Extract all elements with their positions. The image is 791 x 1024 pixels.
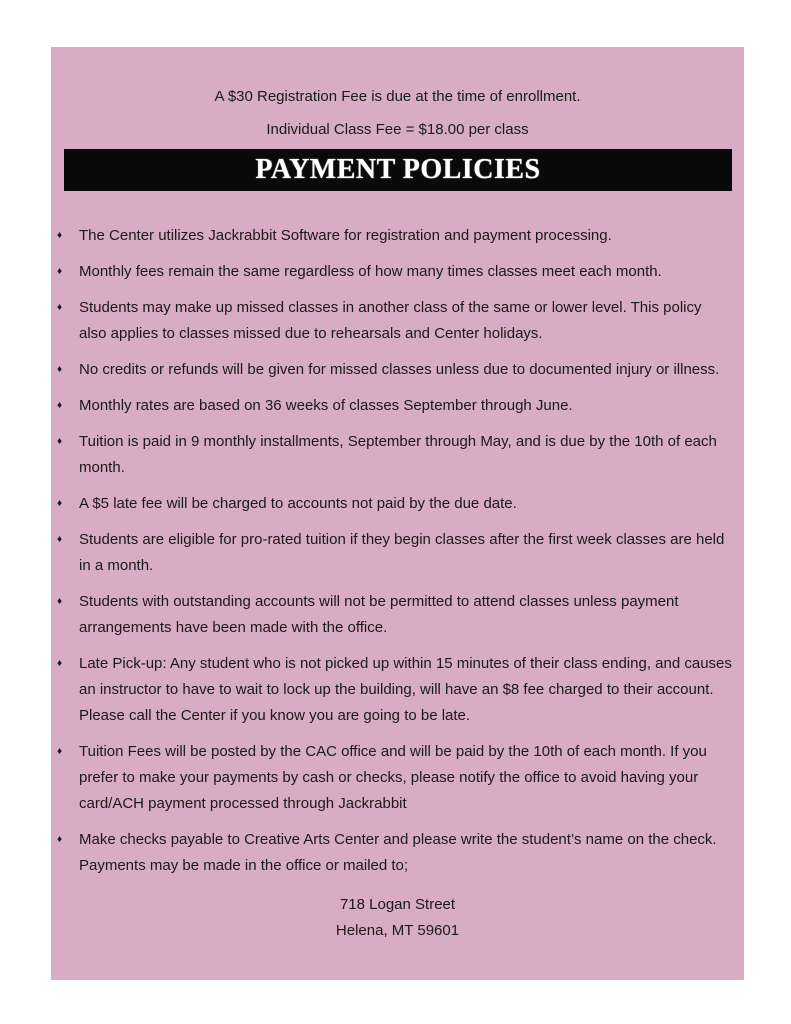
policy-text: No credits or refunds will be given for missed classes unless due to documented injury or illness. — [79, 361, 720, 378]
policy-text: Students are eligible for pro-rated tuition if they begin classes after the first week classes are held in a month. — [79, 531, 725, 574]
diamond-bullet-icon: ♦ — [57, 498, 63, 509]
policy-text: Tuition is paid in 9 monthly installments, September through May, and is due by the 10th of each month. — [79, 433, 717, 476]
diamond-bullet-icon: ♦ — [57, 534, 63, 545]
policy-panel — [51, 47, 744, 980]
list-item — [51, 527, 744, 579]
list-item — [51, 223, 744, 249]
policy-text: The Center utilizes Jackrabbit Software for registration and payment processing. — [79, 227, 612, 244]
list-item — [51, 259, 744, 285]
diamond-bullet-icon: ♦ — [57, 436, 63, 447]
list-item — [51, 827, 744, 879]
policy-text: Students with outstanding accounts will not be permitted to attend classes unless payment arrangements have been made with the office. — [79, 593, 679, 636]
policy-text: Monthly rates are based on 36 weeks of classes September through June. — [79, 397, 573, 414]
diamond-bullet-icon: ♦ — [57, 302, 63, 313]
diamond-bullet-icon: ♦ — [57, 230, 63, 241]
list-item — [51, 651, 744, 729]
diamond-bullet-icon: ♦ — [57, 834, 63, 845]
policy-text: A $5 late fee will be charged to accounts not paid by the due date. — [79, 495, 517, 512]
list-item — [51, 739, 744, 817]
policy-text: Monthly fees remain the same regardless of how many times classes meet each month. — [79, 263, 662, 280]
list-item — [51, 393, 744, 419]
list-item — [51, 491, 744, 517]
list-item — [51, 357, 744, 383]
policy-text: Make checks payable to Creative Arts Center and please write the student’s name on the check. Payments may be made in the office or mailed to; — [79, 831, 717, 874]
list-item — [51, 429, 744, 481]
diamond-bullet-icon: ♦ — [57, 746, 63, 757]
title-banner — [64, 149, 732, 191]
mailing-address — [51, 892, 744, 944]
class-fee-text: Individual Class Fee = $18.00 per class — [266, 121, 529, 138]
list-item — [51, 295, 744, 347]
diamond-bullet-icon: ♦ — [57, 400, 63, 411]
diamond-bullet-icon: ♦ — [57, 658, 63, 669]
address-street: 718 Logan Street — [339, 896, 456, 913]
policy-text: Students may make up missed classes in another class of the same or lower level. This policy also applies to classes missed due to rehearsals and Center holidays. — [79, 299, 702, 342]
diamond-bullet-icon: ♦ — [57, 364, 63, 375]
policy-text: Late Pick-up: Any student who is not picked up within 15 minutes of their class ending, and causes an instructor to have to wait to lock up the building, will have an $8 fee charged to their account. Please call the Center if you know you are going to be late. — [79, 655, 732, 724]
policy-list — [51, 223, 744, 889]
address-city: Helena, MT 59601 — [335, 922, 460, 939]
list-item — [51, 589, 744, 641]
diamond-bullet-icon: ♦ — [57, 266, 63, 277]
policy-text: Tuition Fees will be posted by the CAC office and will be paid by the 10th of each month. If you prefer to make your payments by cash or checks, please notify the office to avoid having your card/ACH payment processed through Jackrabbit — [79, 743, 707, 812]
registration-fee-text: A $30 Registration Fee is due at the time of enrollment. — [214, 88, 581, 105]
diamond-bullet-icon: ♦ — [57, 596, 63, 607]
page-title: PAYMENT POLICIES — [255, 154, 541, 185]
